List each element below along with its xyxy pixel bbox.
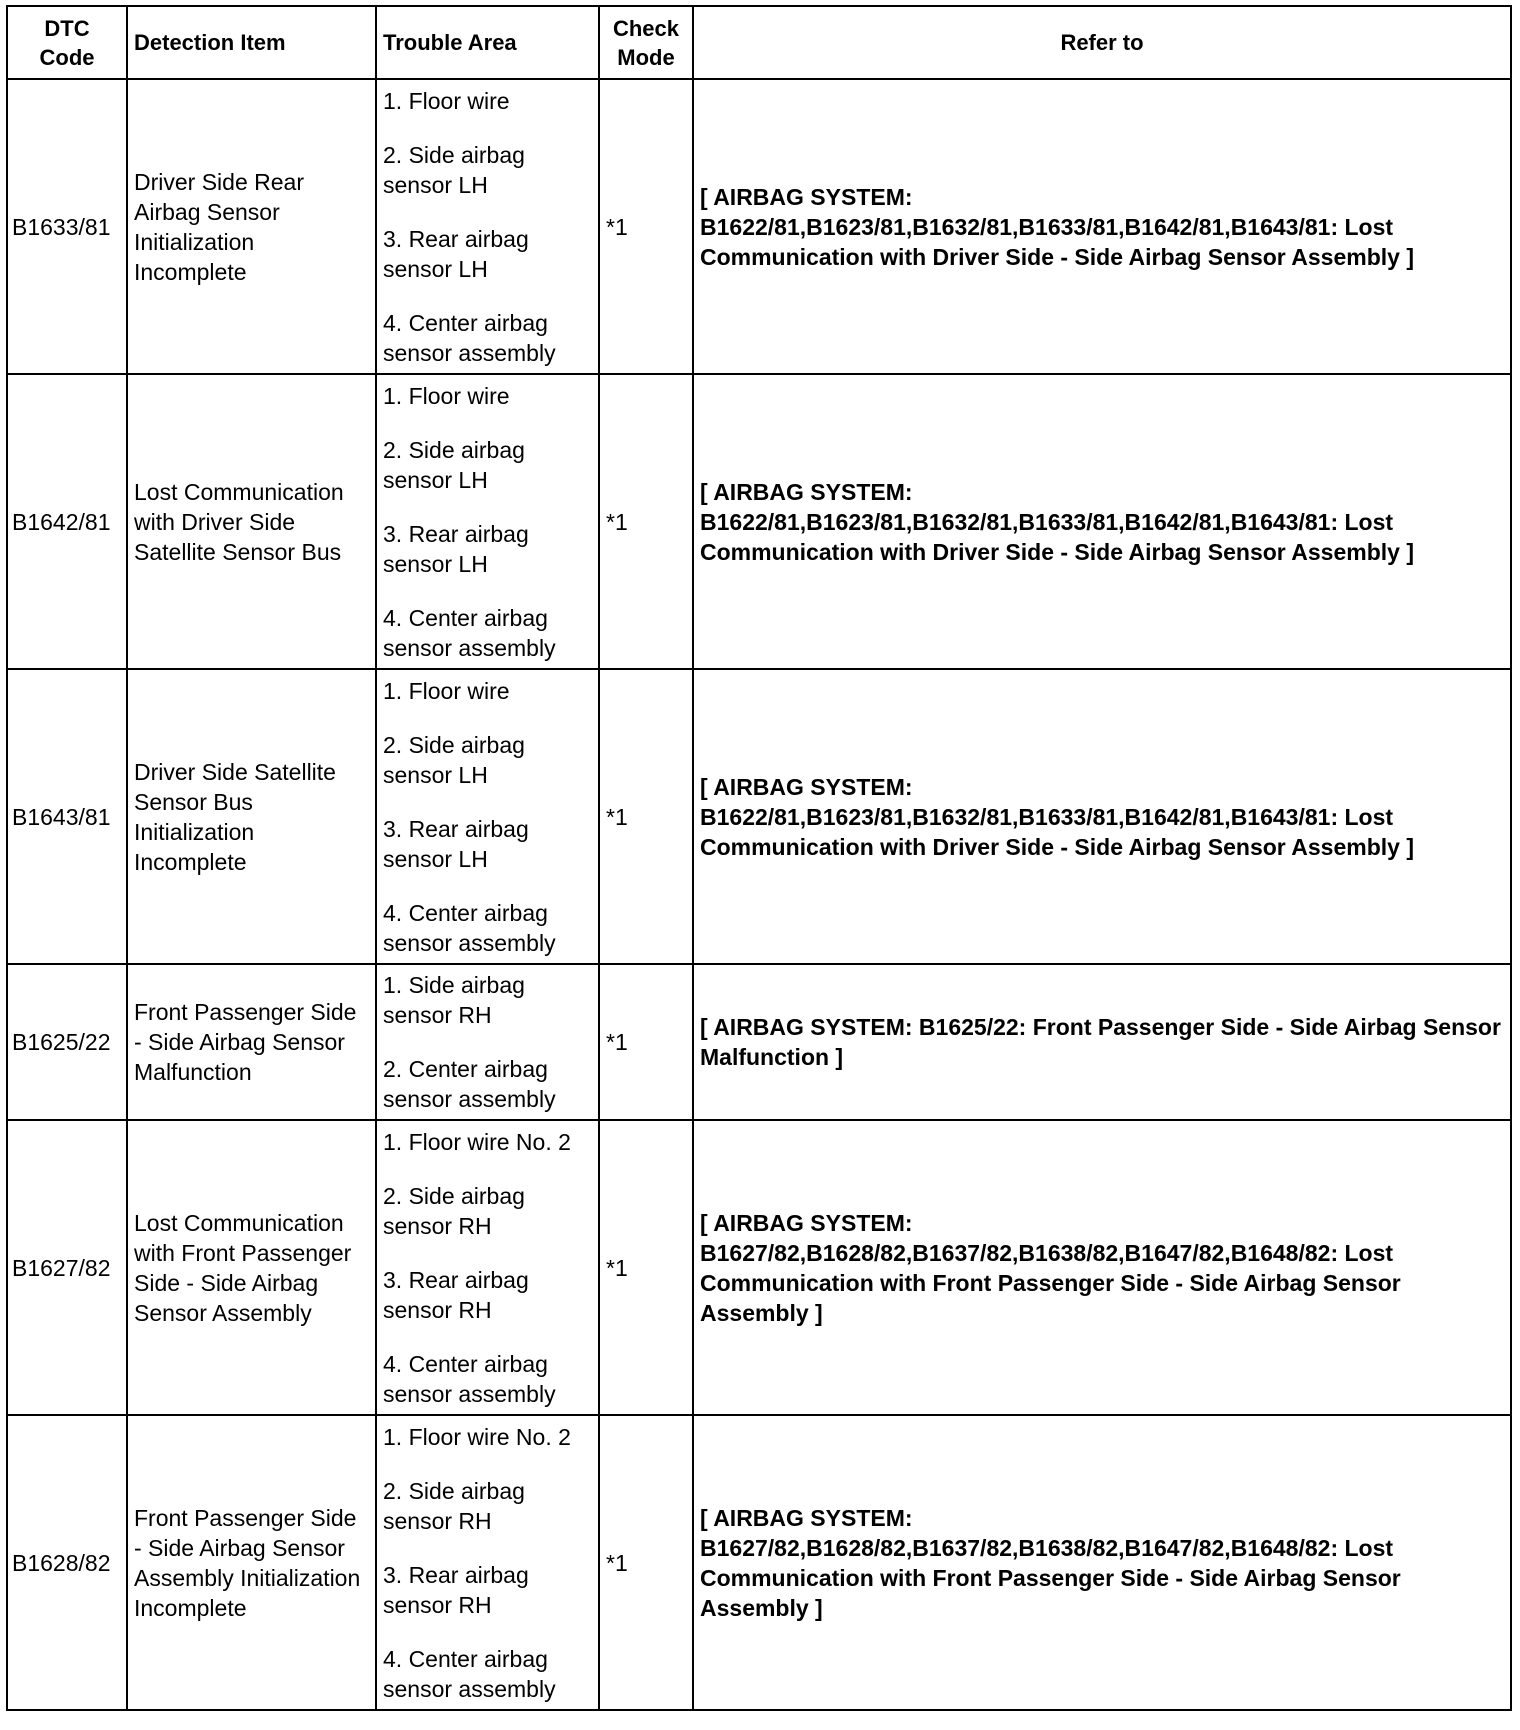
detection-item-cell: Front Passenger Side - Side Airbag Sensor Malfunction — [127, 964, 376, 1120]
table-row — [7, 669, 1511, 964]
trouble-area-item: 4. Center airbag sensor assembly — [383, 899, 556, 956]
table-row — [7, 964, 1511, 1120]
trouble-area-item: 4. Center airbag sensor assembly — [383, 604, 556, 661]
trouble-area-list — [383, 381, 592, 663]
trouble-area-item: 1. Floor wire No. 2 — [383, 1423, 571, 1450]
trouble-area-cell — [376, 79, 599, 374]
detection-item-cell: Driver Side Satellite Sensor Bus Initialization Incomplete — [127, 669, 376, 964]
trouble-area-item: 2. Side airbag sensor RH — [383, 1182, 525, 1239]
trouble-area-item: 2. Side airbag sensor LH — [383, 731, 525, 788]
header-row — [7, 6, 1511, 79]
header-check-mode: Check Mode — [599, 6, 693, 79]
trouble-area-item: 3. Rear airbag sensor RH — [383, 1561, 529, 1618]
check-mode-cell: *1 — [599, 79, 693, 374]
trouble-area-item: 4. Center airbag sensor assembly — [383, 1350, 556, 1407]
trouble-area-list — [383, 970, 592, 1114]
trouble-area-cell — [376, 964, 599, 1120]
dtc-table — [6, 5, 1512, 1711]
trouble-area-item: 3. Rear airbag sensor LH — [383, 815, 529, 872]
trouble-area-list — [383, 676, 592, 958]
trouble-area-item: 2. Side airbag sensor LH — [383, 141, 525, 198]
header-trouble-area: Trouble Area — [376, 6, 599, 79]
trouble-area-item: 3. Rear airbag sensor LH — [383, 520, 529, 577]
refer-to-cell: [ AIRBAG SYSTEM: B1627/82,B1628/82,B1637/82,B1638/82,B1647/82,B1648/82: Lost Communication with Front Passenger Side - Side Airbag Sensor Assembly ] — [693, 1415, 1511, 1710]
refer-to-cell: [ AIRBAG SYSTEM: B1622/81,B1623/81,B1632/81,B1633/81,B1642/81,B1643/81: Lost Communication with Driver Side - Side Airbag Sensor Assembly ] — [693, 79, 1511, 374]
header-refer-to: Refer to — [693, 6, 1511, 79]
trouble-area-item: 2. Side airbag sensor LH — [383, 436, 525, 493]
table-row — [7, 1120, 1511, 1415]
table-row — [7, 374, 1511, 669]
check-mode-cell: *1 — [599, 374, 693, 669]
check-mode-cell: *1 — [599, 1415, 693, 1710]
refer-to-cell: [ AIRBAG SYSTEM: B1625/22: Front Passenger Side - Side Airbag Sensor Malfunction ] — [693, 964, 1511, 1120]
dtc-code-cell: B1625/22 — [7, 964, 127, 1120]
header-detection-item: Detection Item — [127, 6, 376, 79]
check-mode-cell: *1 — [599, 1120, 693, 1415]
trouble-area-cell — [376, 1415, 599, 1710]
detection-item-cell: Front Passenger Side - Side Airbag Sensor Assembly Initialization Incomplete — [127, 1415, 376, 1710]
refer-to-cell: [ AIRBAG SYSTEM: B1622/81,B1623/81,B1632/81,B1633/81,B1642/81,B1643/81: Lost Communication with Driver Side - Side Airbag Sensor Assembly ] — [693, 669, 1511, 964]
trouble-area-cell — [376, 669, 599, 964]
dtc-code-cell: B1628/82 — [7, 1415, 127, 1710]
trouble-area-item: 1. Floor wire — [383, 677, 510, 704]
trouble-area-item: 1. Floor wire — [383, 87, 510, 114]
trouble-area-item: 1. Side airbag sensor RH — [383, 972, 525, 1028]
detection-item-cell: Lost Communication with Driver Side Satellite Sensor Bus — [127, 374, 376, 669]
dtc-code-cell: B1627/82 — [7, 1120, 127, 1415]
trouble-area-item: 3. Rear airbag sensor LH — [383, 225, 529, 282]
header-dtc-code: DTC Code — [7, 6, 127, 79]
trouble-area-list — [383, 86, 592, 368]
trouble-area-item: 4. Center airbag sensor assembly — [383, 1645, 556, 1702]
trouble-area-item: 3. Rear airbag sensor RH — [383, 1266, 529, 1323]
table-row — [7, 79, 1511, 374]
trouble-area-list — [383, 1127, 592, 1409]
dtc-code-cell: B1643/81 — [7, 669, 127, 964]
detection-item-cell: Driver Side Rear Airbag Sensor Initialization Incomplete — [127, 79, 376, 374]
dtc-code-cell: B1642/81 — [7, 374, 127, 669]
trouble-area-list — [383, 1422, 592, 1704]
table-row — [7, 1415, 1511, 1710]
refer-to-cell: [ AIRBAG SYSTEM: B1627/82,B1628/82,B1637/82,B1638/82,B1647/82,B1648/82: Lost Communication with Front Passenger Side - Side Airbag Sensor Assembly ] — [693, 1120, 1511, 1415]
refer-to-cell: [ AIRBAG SYSTEM: B1622/81,B1623/81,B1632/81,B1633/81,B1642/81,B1643/81: Lost Communication with Driver Side - Side Airbag Sensor Assembly ] — [693, 374, 1511, 669]
trouble-area-cell — [376, 374, 599, 669]
check-mode-cell: *1 — [599, 964, 693, 1120]
trouble-area-item: 1. Floor wire No. 2 — [383, 1128, 571, 1155]
trouble-area-item: 1. Floor wire — [383, 382, 510, 409]
check-mode-cell: *1 — [599, 669, 693, 964]
dtc-code-cell: B1633/81 — [7, 79, 127, 374]
trouble-area-cell — [376, 1120, 599, 1415]
trouble-area-item: 2. Side airbag sensor RH — [383, 1477, 525, 1534]
trouble-area-item: 2. Center airbag sensor assembly — [383, 1056, 556, 1112]
trouble-area-item: 4. Center airbag sensor assembly — [383, 309, 556, 366]
detection-item-cell: Lost Communication with Front Passenger Side - Side Airbag Sensor Assembly — [127, 1120, 376, 1415]
